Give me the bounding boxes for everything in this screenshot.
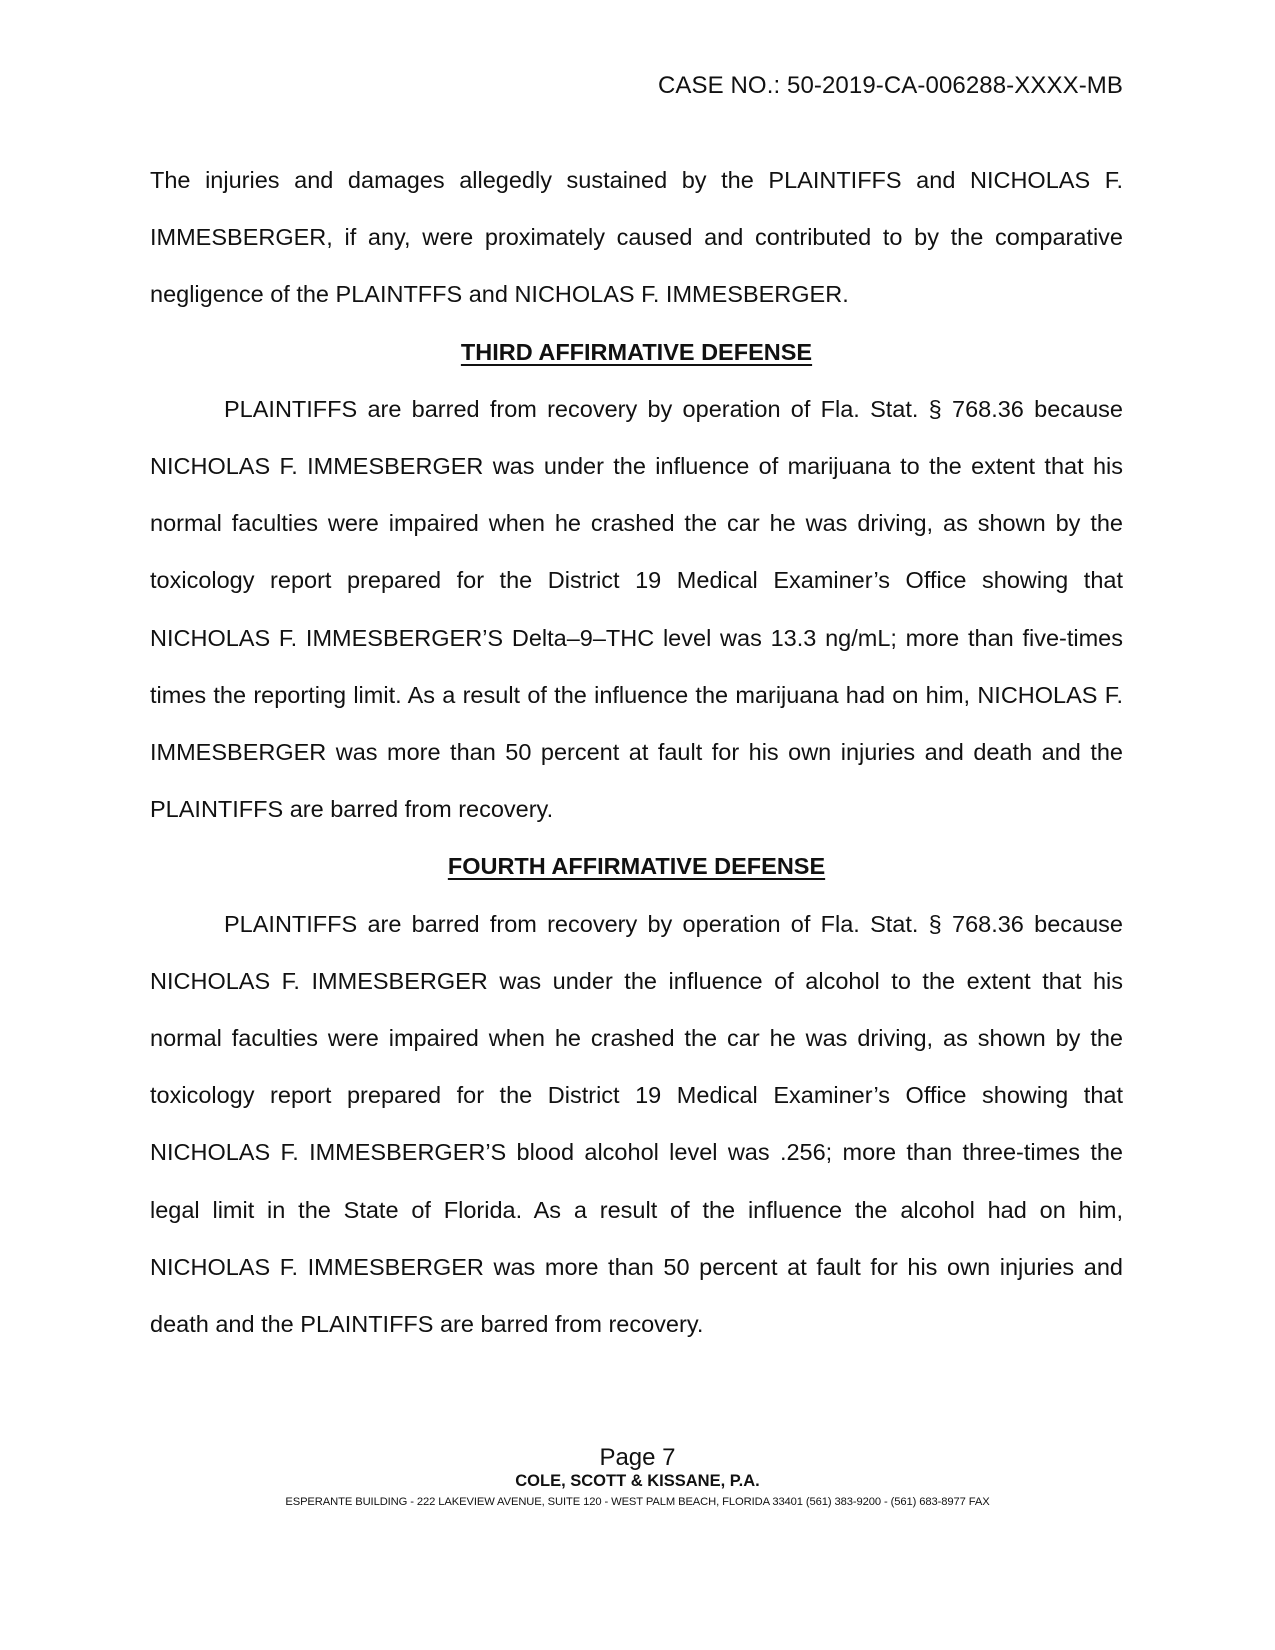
document-body [150,152,1123,1353]
case-number: CASE NO.: 50-2019-CA-006288-XXXX-MB [657,72,1123,99]
firm-name: COLE, SCOTT & KISSANE, P.A. [515,1472,760,1490]
intro-paragraph: The injuries and damages allegedly sustained by the PLAINTIFFS and NICHOLAS F. IMMESBERGER, if any, were proximately caused and contributed to by the comparative negligence of the PLAINTFFS and NICHOLAS F. IMMESBERGER. [150,167,1123,308]
third-defense-heading: THIRD AFFIRMATIVE DEFENSE [460,338,813,365]
fourth-defense-heading: FOURTH AFFIRMATIVE DEFENSE [447,853,826,880]
fourth-defense-body: PLAINTIFFS are barred from recovery by operation of Fla. Stat. § 768.36 because NICHOLAS F. IMMESBERGER was under the influence of alcohol to the extent that his normal faculties were impaired when he crashed the car he was driving, as shown by the toxicology report prepared for the District 19 Medical Examiner’s Office showing that NICHOLAS F. IMMESBERGER’S blood alcohol level was .256; more than three-times the legal limit in the State of Florida. As a result of the influence the alcohol had on him, NICHOLAS F. IMMESBERGER was more than 50 percent at fault for his own injuries and death and the PLAINTIFFS are barred from recovery. [150,910,1123,1338]
page-number: Page 7 [599,1444,676,1471]
firm-address: ESPERANTE BUILDING - 222 LAKEVIEW AVENUE, SUITE 120 - WEST PALM BEACH, FLORIDA 33401 (561) 383-9200 - (561) 683-8977 FAX [285,1496,990,1508]
third-defense-body: PLAINTIFFS are barred from recovery by operation of Fla. Stat. § 768.36 because NICHOLAS F. IMMESBERGER was under the influence of marijuana to the extent that his normal faculties were impaired when he crashed the car he was driving, as shown by the toxicology report prepared for the District 19 Medical Examiner’s Office showing that NICHOLAS F. IMMESBERGER’S Delta–9–THC level was 13.3 ng/mL; more than five-times times the reporting limit. As a result of the influence the marijuana had on him, NICHOLAS F. IMMESBERGER was more than 50 percent at fault for his own injuries and death and the PLAINTIFFS are barred from recovery. [150,395,1123,823]
